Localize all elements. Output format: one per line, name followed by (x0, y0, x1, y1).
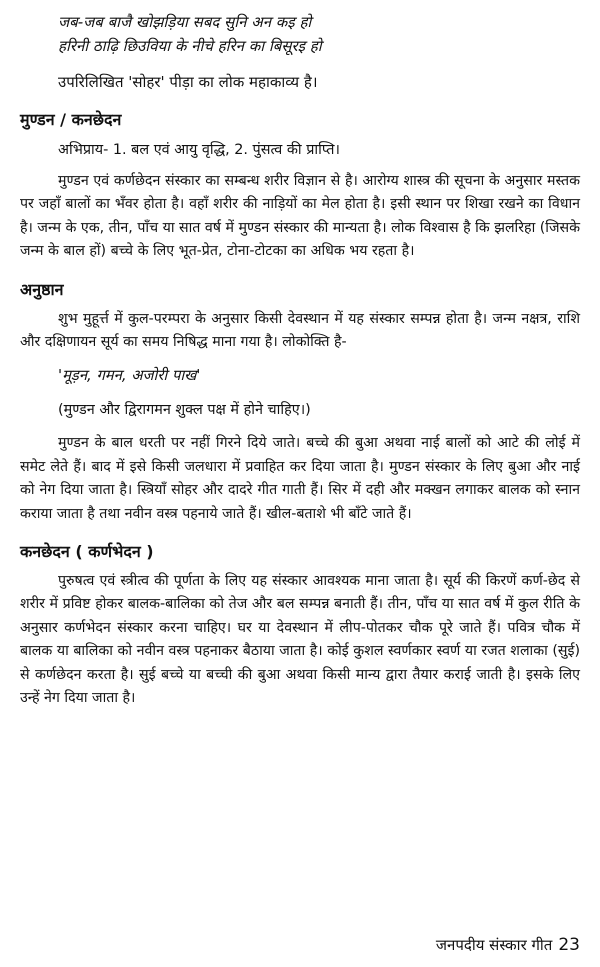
sohar-intro-line: उपरिलिखित 'सोहर' पीड़ा का लोक महाकाव्य है। (58, 73, 318, 91)
proverb-quote: 'मूड़न, गमन, अजोरी पाख' (58, 367, 201, 385)
anushthan-paragraph-2: मुण्डन के बाल धरती पर नहीं गिरने दिये जाते। बच्चे की बुआ अथवा नाई बालों को आटे की लोई में समेट लेते हैं। बाद में इसे किसी जलधारा में प्रवाहित कर दिया जाता है। मुण्डन संस्कार के लिए बुआ और नाई को नेग दिया जाता है। स्त्रियाँ सोहर और दादरे गीत गाती हैं। सिर में दही और मक्खन लगाकर बालक को स्नान कराया जाता है तथा नवीन वस्त्र पहनाये जाते हैं। खील-बताशे भी बाँटे जाते हैं। (20, 435, 580, 522)
mundan-heading: मुण्डन / कनछेदन (20, 110, 122, 129)
running-book-title: जनपदीय संस्कार गीत (435, 936, 553, 954)
proverb-explanation: (मुण्डन और द्विरागमन शुक्ल पक्ष में होने चाहिए।) (58, 402, 311, 419)
anushthan-heading: अनुष्ठान (20, 279, 64, 299)
mundan-paragraph: मुण्डन एवं कर्णछेदन संस्कार का सम्बन्ध शरीर विज्ञान से है। आरोग्य शास्त्र की सूचना के अनुसार मस्तक पर जहाँ बालों का भँवर होता है। वहाँ शरीर की नाड़ियों का मेल होता है। इसी स्थान पर शिखा रखने का विधान है। जन्म के एक, तीन, पाँच या सात वर्ष में मुण्डन संस्कार की मान्यता है। लोक विश्वास है कि झलरिहा (जिसके जन्म के बाल हों) बच्चे के लिए भूत-प्रेत, टोना-टोटका का अधिक भय रहता है। (20, 173, 580, 260)
page-number: 23 (558, 935, 580, 955)
sohar-verse (20, 10, 580, 58)
kanchedan-paragraph: पुरुषत्व एवं स्त्रीत्व की पूर्णता के लिए यह संस्कार आवश्यक माना जाता है। सूर्य की किरणें कर्ण-छेद से शरीर में प्रविष्ट होकर बालक-बालिका को तेज और बल सम्पन्न बनाती हैं। तीन, पाँच या सात वर्ष में कुल रीति के अनुसार कर्णभेदन संस्कार करना चाहिए। घर या देवस्थान में लीप-पोतकर चौक पूरे जाते हैं। पवित्र चौक में बालक या बालिका को नवीन वस्त्र पहनाकर बैठाया जाता है। कोई कुशल स्वर्णकार स्वर्ण या रजत शलाका (सुई) से कर्णछेदन करता है। सुई बच्चे या बच्ची की बुआ अथवा किसी मान्य द्वारा तैयार कराई जाती है। इसके लिए उन्हें नेग दिया जाता है। (20, 573, 580, 707)
mundan-purpose: अभिप्राय- 1. बल एवं आयु वृद्धि, 2. पुंसत्व की प्राप्ति। (58, 142, 340, 158)
verse-line-2: हरिनी ठाढ़ि छिउविया के नीचे हरिन का बिसूरइ हो (58, 37, 322, 55)
anushthan-paragraph-1: शुभ मुहूर्त्त में कुल-परम्परा के अनुसार किसी देवस्थान में यह संस्कार सम्पन्न होता है। जन्म नक्षत्र, राशि और दक्षिणायन सूर्य का समय निषिद्ध माना गया है। लोकोक्ति है- (20, 310, 580, 351)
verse-line-1: जब-जब बाजै खोझड़िया सबद सुनि अन कइ हो (58, 13, 312, 31)
kanchedan-heading: कनछेदन ( कर्णभेदन ) (20, 542, 154, 562)
page-footer (436, 935, 580, 955)
